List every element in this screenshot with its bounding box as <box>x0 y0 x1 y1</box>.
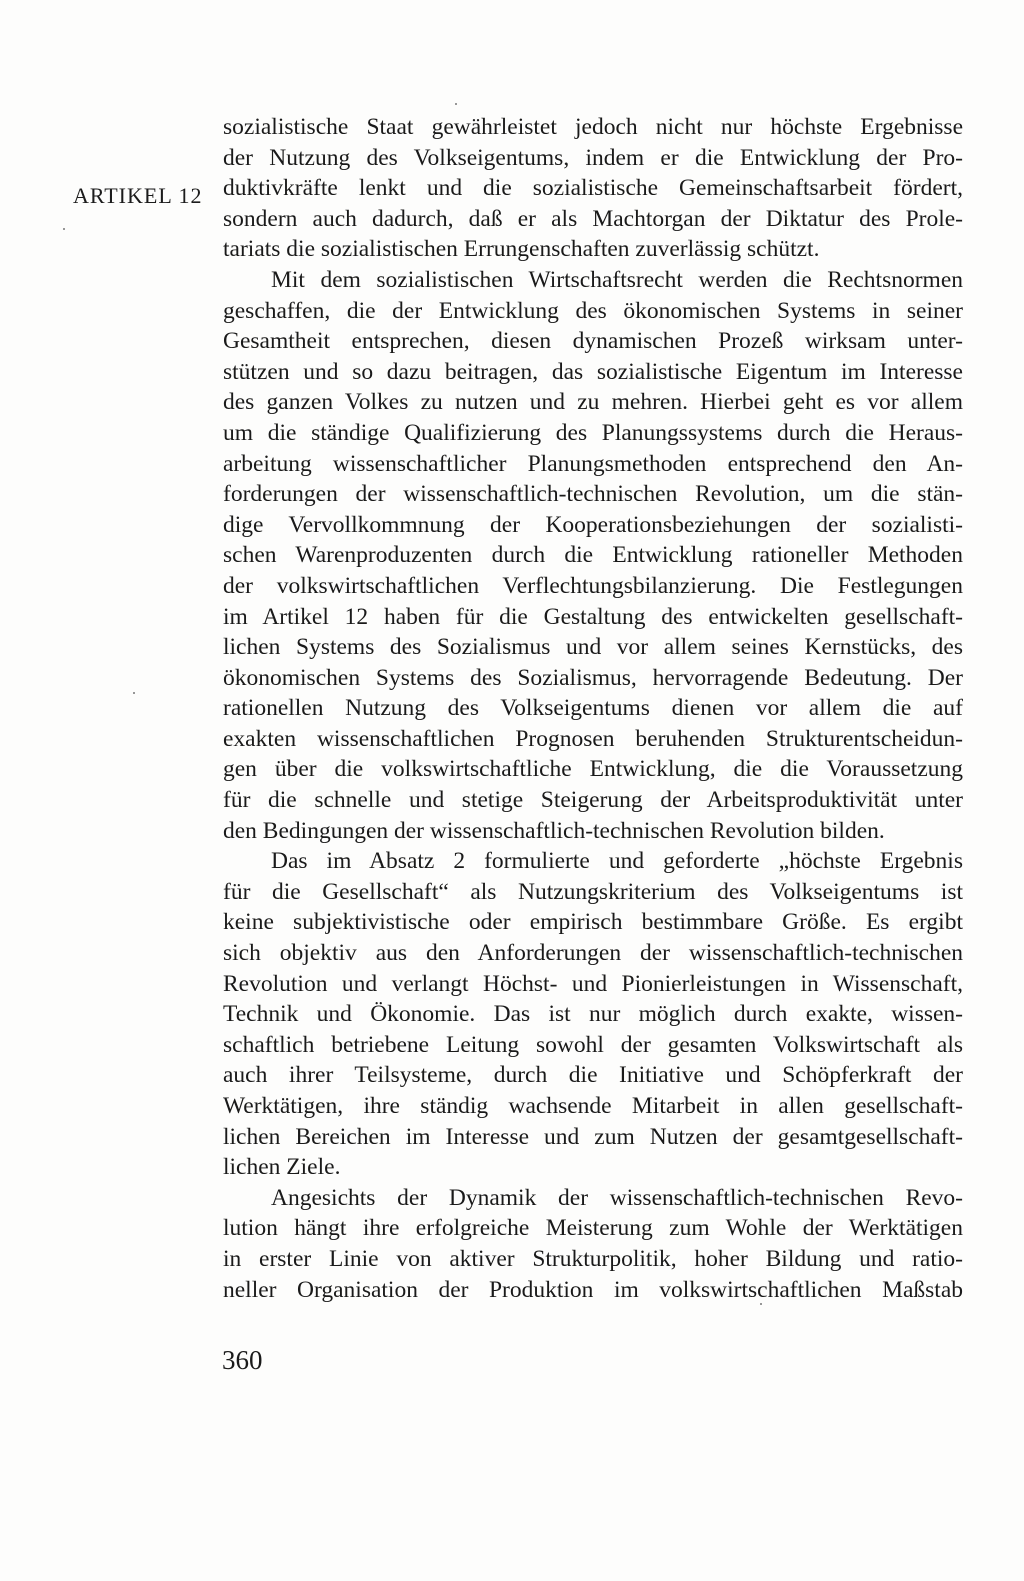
paragraph <box>223 846 963 1183</box>
article-margin-label: ARTIKEL 12 <box>73 183 203 208</box>
text-line: den Bedingungen der wissenschaftlich-technischen Revolution bilden. <box>223 817 885 844</box>
text-line: schen Warenproduzenten durch die Entwicklung rationeller Methoden <box>223 542 963 569</box>
text-line: für die schnelle und stetige Steigerung der Arbeitsproduktivität unter <box>223 787 963 814</box>
text-line: Gesamtheit entsprechen, diesen dynamischen Prozeß wirksam unter- <box>223 328 963 355</box>
text-line: tariats die sozialistischen Errungenschaften zuverlässig schützt. <box>223 236 820 263</box>
text-line: keine subjektivistische oder empirisch bestimmbare Größe. Es ergibt <box>223 909 963 936</box>
text-line: lution hängt ihre erfolgreiche Meisterung zum Wohle der Werktätigen <box>223 1215 963 1242</box>
text-line: ökonomischen Systems des Sozialismus, hervorragende Bedeutung. Der <box>223 664 963 691</box>
text-line: rationellen Nutzung des Volkseigentums dienen vor allem die auf <box>223 695 963 722</box>
text-line: Mit dem sozialistischen Wirtschaftsrecht werden die Rechtsnormen <box>271 266 963 293</box>
text-line: Das im Absatz 2 formulierte und geforderte „höchste Ergebnis <box>271 848 963 875</box>
text-line: stützen und so dazu beitragen, das sozialistische Eigentum im Interesse <box>223 358 963 385</box>
text-line: lichen Systems des Sozialismus und vor allem seines Kernstücks, des <box>223 634 963 661</box>
paragraph <box>223 265 963 846</box>
text-line: sich objektiv aus den Anforderungen der wissenschaftlich-technischen <box>223 940 963 967</box>
text-line: der volkswirtschaftlichen Verflechtungsbilanzierung. Die Festlegungen <box>223 572 963 599</box>
text-line: für die Gesellschaft“ als Nutzungskriterium des Volkseigentums ist <box>223 878 963 905</box>
paper-speck <box>455 103 457 105</box>
text-line: lichen Ziele. <box>223 1154 341 1181</box>
text-line: Technik und Ökonomie. Das ist nur möglich durch exakte, wissen- <box>223 1001 963 1028</box>
text-line: geschaffen, die der Entwicklung des ökonomischen Systems in seiner <box>223 297 963 324</box>
text-line: gen über die volkswirtschaftliche Entwicklung, die die Voraussetzung <box>223 756 963 783</box>
paragraph <box>223 112 963 265</box>
text-line: der Nutzung des Volkseigentums, indem er die Entwicklung der Pro- <box>223 144 963 171</box>
page-number: 360 <box>222 1345 263 1375</box>
text-line: duktivkräfte lenkt und die sozialistische Gemeinschaftsarbeit fördert, <box>223 175 963 202</box>
text-line: arbeitung wissenschaftlicher Planungsmethoden entsprechend den An- <box>223 450 963 477</box>
paper-speck <box>760 1303 762 1305</box>
text-line: Revolution und verlangt Höchst- und Pionierleistungen in Wissenschaft, <box>223 970 963 997</box>
text-line: Werktätigen, ihre ständig wachsende Mitarbeit in allen gesellschaft- <box>223 1093 963 1119</box>
text-line: Angesichts der Dynamik der wissenschaftlich-technischen Revo- <box>271 1184 963 1211</box>
text-line: lichen Bereichen im Interesse und zum Nutzen der gesamtgesellschaft- <box>223 1123 963 1150</box>
text-line: forderungen der wissenschaftlich-technischen Revolution, um die stän- <box>223 481 963 508</box>
text-line: schaftlich betriebene Leitung sowohl der gesamten Volkswirtschaft als <box>223 1031 963 1058</box>
text-line: dige Vervollkommnung der Kooperationsbeziehungen der sozialisti- <box>223 511 963 538</box>
text-line: auch ihrer Teilsysteme, durch die Initiative und Schöpferkraft der <box>223 1062 963 1089</box>
paper-speck <box>63 228 65 230</box>
text-line: des ganzen Volkes zu nutzen und zu mehren. Hierbei geht es vor allem <box>223 389 963 416</box>
paper-speck <box>133 692 135 694</box>
body-text <box>223 112 963 1305</box>
text-line: sondern auch dadurch, daß er als Machtorgan der Diktatur des Prole- <box>223 205 963 232</box>
text-line: neller Organisation der Produktion im volkswirtschaftlichen Maßstab <box>223 1276 963 1303</box>
text-line: in erster Linie von aktiver Strukturpolitik, hoher Bildung und ratio- <box>223 1245 963 1272</box>
text-line: exakten wissenschaftlichen Prognosen beruhenden Strukturentscheidun- <box>223 725 963 752</box>
text-line: um die ständige Qualifizierung des Planungssystems durch die Heraus- <box>223 419 963 446</box>
text-line: im Artikel 12 haben für die Gestaltung des entwickelten gesellschaft- <box>223 603 963 630</box>
text-line: sozialistische Staat gewährleistet jedoch nicht nur höchste Ergebnisse <box>223 114 963 140</box>
paragraph <box>223 1183 963 1305</box>
